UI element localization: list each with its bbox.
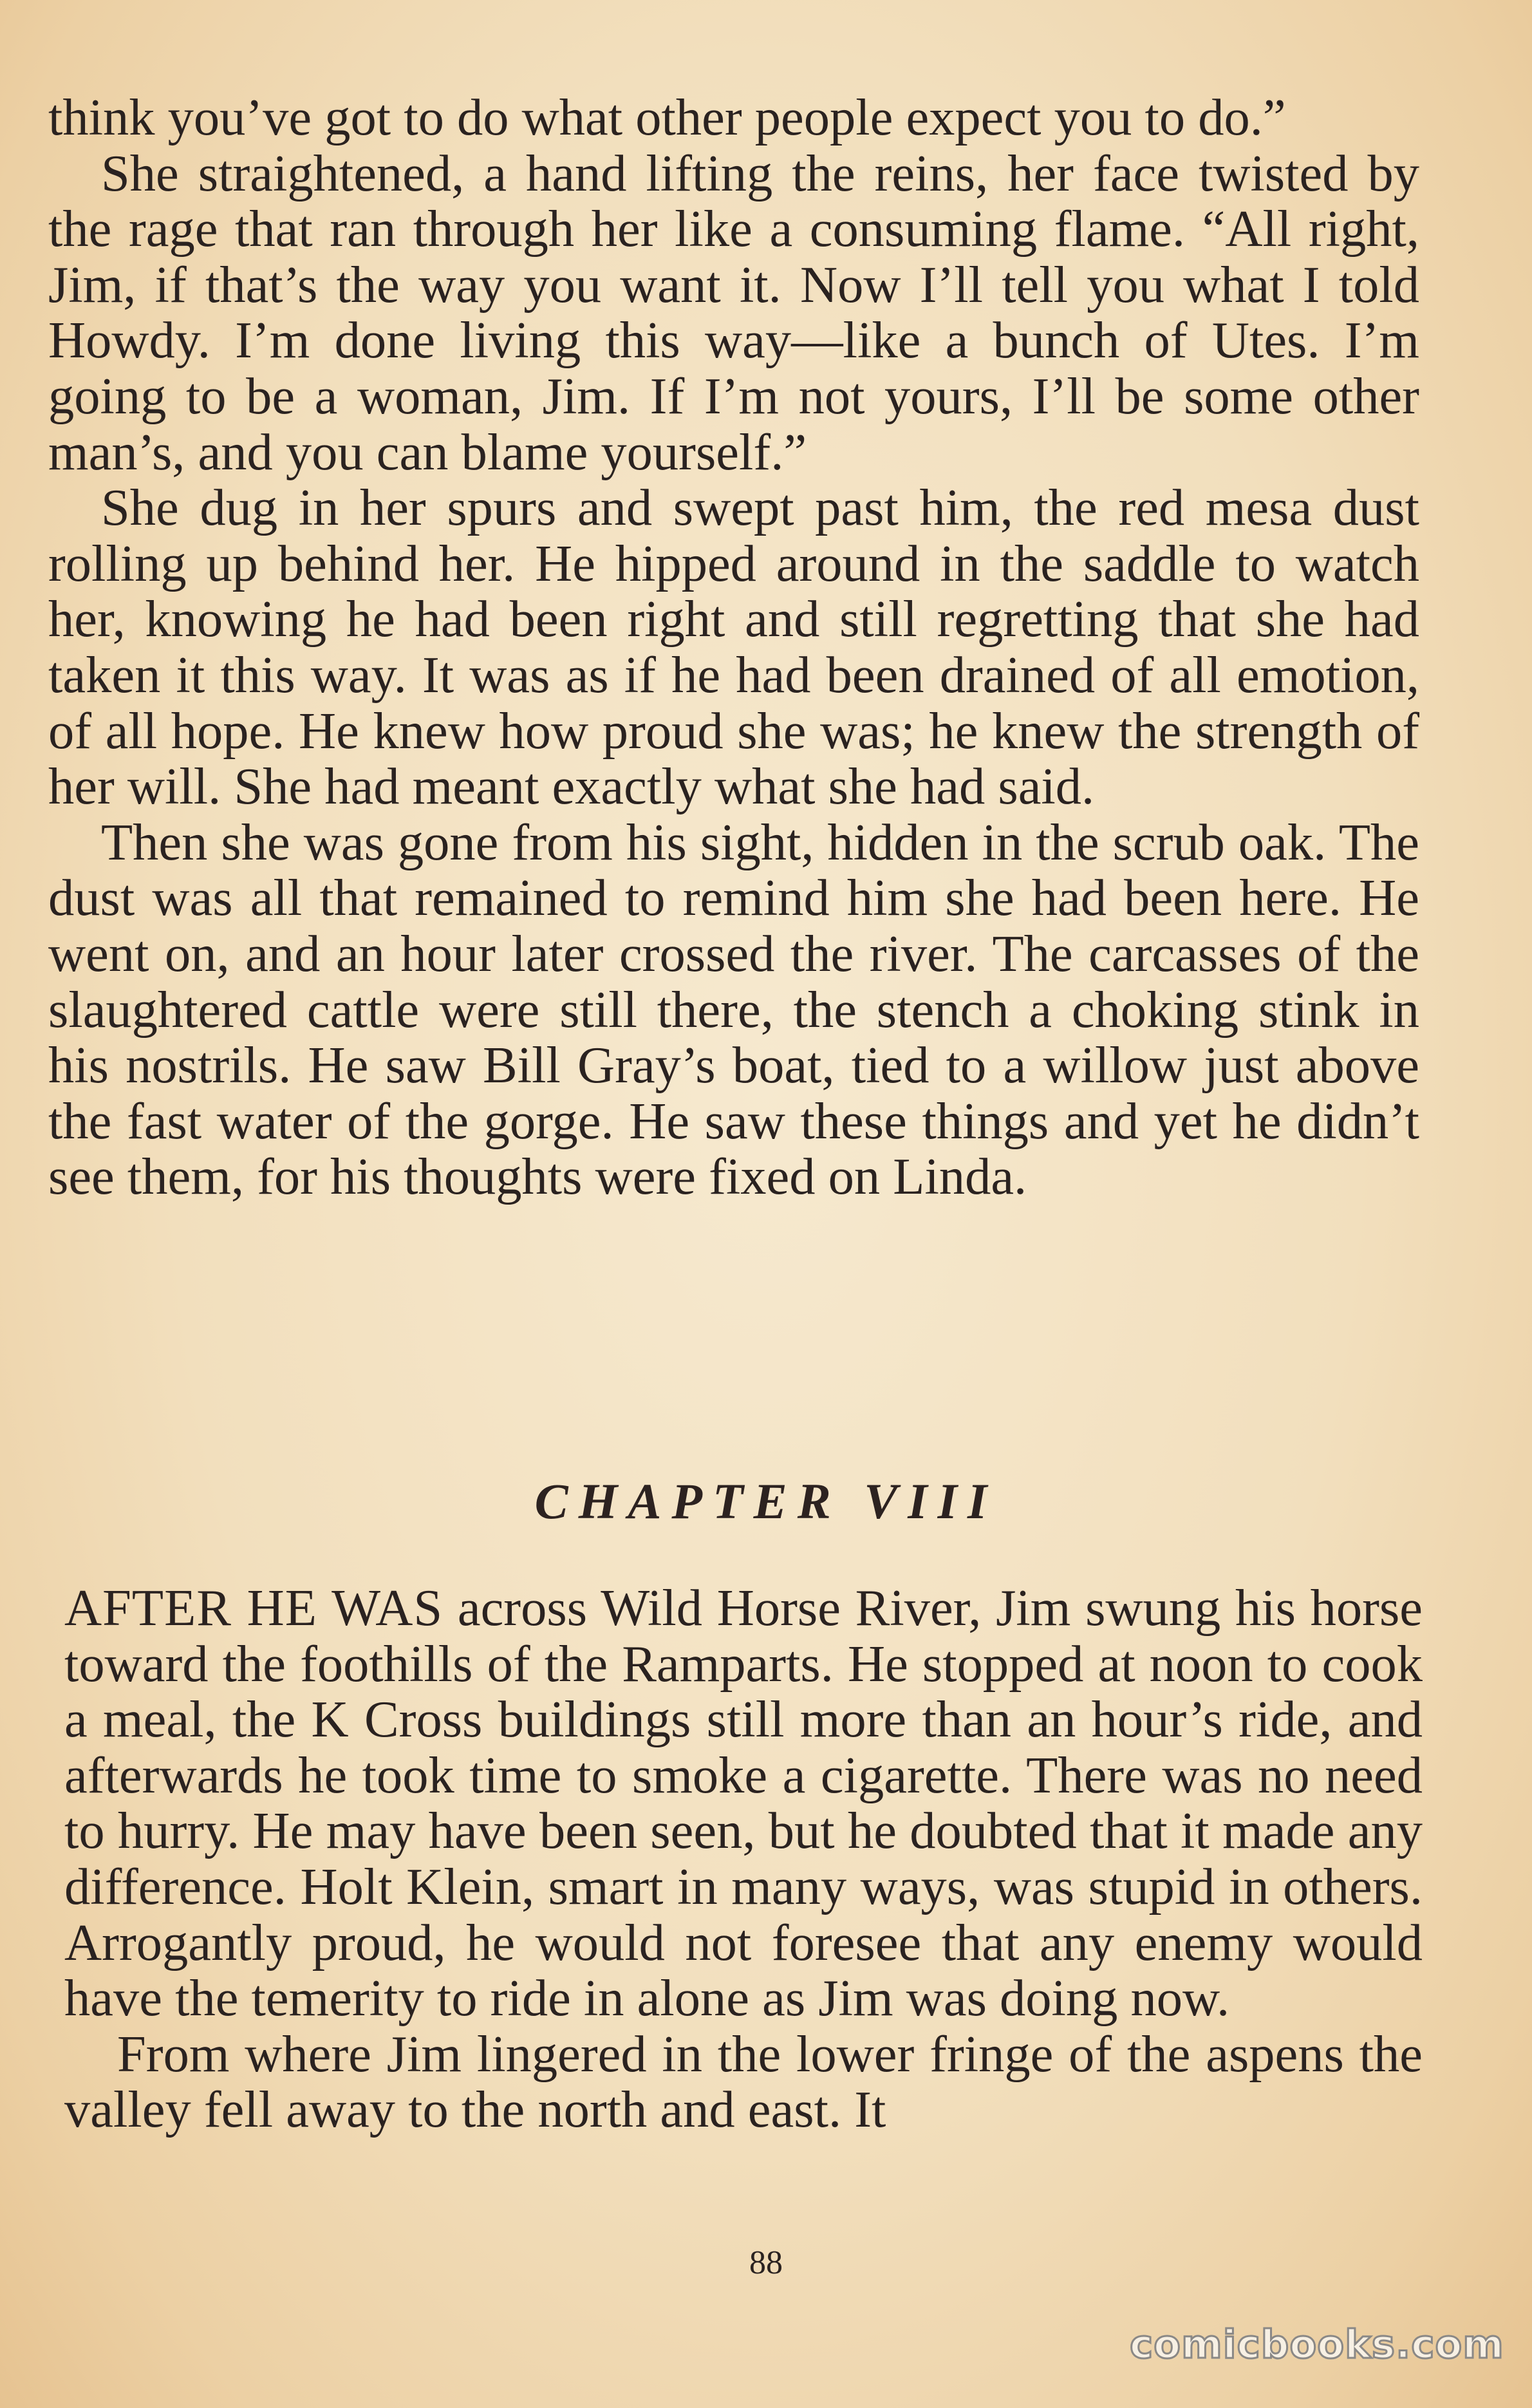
paragraph: Then she was gone from his sight, hidden in the scrub oak. The dust was all that remained to remind him she had been here. He went on, and an hour later crossed the river. The carcasses of the slaughtered cattle were still there, the stench a choking stink in his nostrils. He saw Bill Gray’s boat, tied to a willow just above the fast water of the gorge. He saw these things and yet he didn’t see them, for his thoughts were fixed on Linda. — [48, 813, 1419, 1206]
paragraph-continuation: think you’ve got to do what other people expect you to do.” — [48, 89, 1286, 146]
text-block-before-chapter — [48, 90, 1419, 1205]
paragraph: She straightened, a hand lifting the reins, her face twisted by the rage that ran through her like a consuming flame. “All right, Jim, if that’s the way you want it. Now I’ll tell you what I told Howdy. I’m done living this way—like a bunch of Utes. I’m going to be a woman, Jim. If I’m not yours, I’ll be some other man’s, and you can blame yourself.” — [48, 144, 1419, 481]
chapter-first-paragraph — [64, 1581, 1423, 2027]
chapter-lead-words: AFTER HE WAS — [64, 1579, 444, 1637]
chapter-first-paragraph-text: across Wild Horse River, Jim swung his horse toward the foothills of the Ramparts. He stopped at noon to cook a meal, the K Cross buildings still more than an hour’s ride, and afterwards he took time to smoke a cigarette. There was no need to hurry. He may have been seen, but he doubted that it made any difference. Holt Klein, smart in many ways, was stupid in others. Arrogantly proud, he would not foresee that any enemy would have the temerity to ride in alone as Jim was doing now. — [64, 1579, 1423, 2027]
chapter-heading: CHAPTER VIII — [534, 1473, 998, 1529]
paragraph: She dug in her spurs and swept past him, the red mesa dust rolling up behind her. He hipped around in the saddle to watch her, knowing he had been right and still regretting that she had taken it this way. It was as if he had been drained of all emotion, of all hope. He knew how proud she was; he knew the strength of her will. She had meant exactly what she had said. — [48, 479, 1419, 816]
paragraph: From where Jim lingered in the lower fringe of the aspens the valley fell away to the north and east. It — [64, 2025, 1423, 2139]
text-block-chapter-start — [64, 1581, 1423, 2138]
watermark-logo: comicbooks.com — [1130, 2322, 1504, 2367]
page-number: 88 — [749, 2244, 783, 2281]
